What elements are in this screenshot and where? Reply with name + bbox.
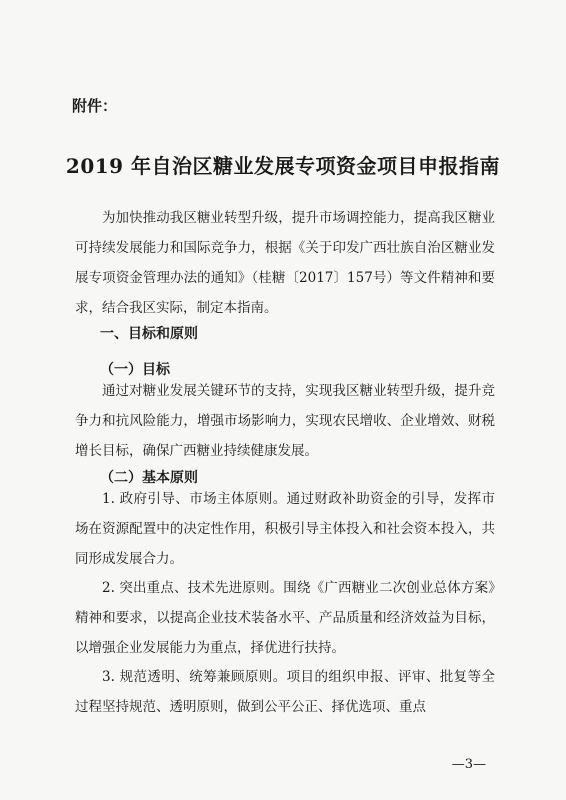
subsection-heading-goals: （一）目标	[100, 362, 170, 378]
principle-item-3: 3. 规范透明、统筹兼顾原则。项目的组织申报、评审、批复等全过程坚持规范、透明原则，做到公平公正、择优选项、重点	[75, 669, 495, 715]
goals-paragraph: 通过对糖业发展关键环节的支持，实现我区糖业转型升级，提升竞争力和抗风险能力，增强市场影响力，实现农民增收、企业增效、财税增长目标，确保广西糖业持续健康发展。	[75, 383, 495, 459]
subsection-heading-principles: （二）基本原则	[100, 470, 198, 486]
document-title: 2019 年自治区糖业发展专项资金项目申报指南	[65, 154, 501, 178]
principle-item-2: 2. 突出重点、技术先进原则。围绕《广西糖业二次创业总体方案》精神和要求，以提高企业技术装备水平、产品质量和经济效益为目标，以增强企业发展能力为重点，择优进行扶持。	[75, 580, 495, 656]
attachment-label: 附件：	[72, 97, 118, 115]
intro-paragraph: 为加快推动我区糖业转型升级，提升市场调控能力，提高我区糖业可持续发展能力和国际竞争力，根据《关于印发广西壮族自治区糖业发展专项资金管理办法的通知》（桂糖〔2017〕157号）等文件精神和要求，结合我区实际，制定本指南。	[75, 210, 495, 316]
section-heading-goals-principles: 一、目标和原则	[100, 326, 198, 342]
page-number: —3—	[451, 757, 486, 772]
principle-item-1: 1. 政府引导、市场主体原则。通过财政补助资金的引导，发挥市场在资源配置中的决定性作用，积极引导主体投入和社会资本投入，共同形成发展合力。	[75, 491, 495, 567]
